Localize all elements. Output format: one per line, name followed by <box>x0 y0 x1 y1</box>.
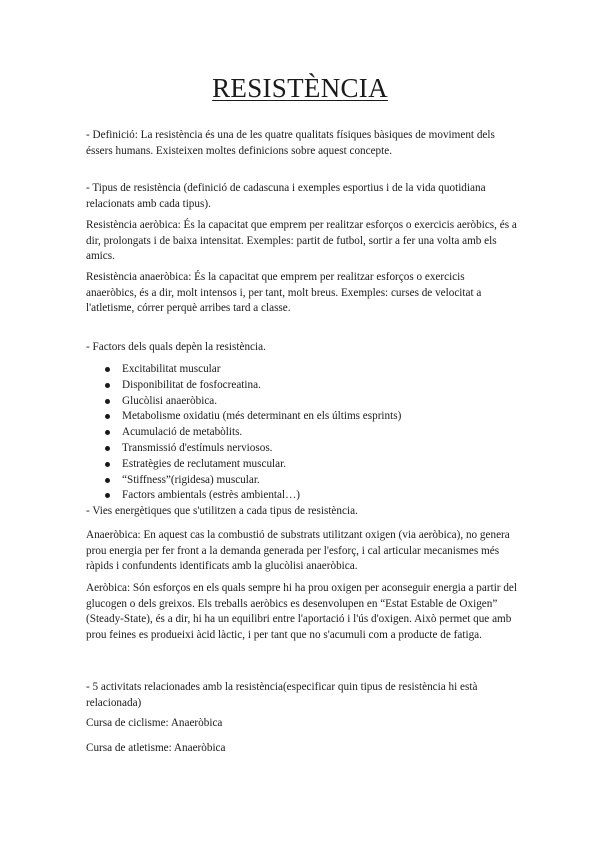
document-title: RESISTÈNCIA <box>212 73 388 103</box>
anaerobic-definition: Resistència anaeròbica: És la capacitat que emprem per realitzar esforços o exercicis anaeròbics, és a dir, molt intensos i, per tant, molt breus. Exemples: curses de velocitat a l'atletisme, córrer perquè arribes tard a classe. <box>86 271 482 314</box>
list-item: Disponibilitat de fosfocreatina. <box>86 378 518 394</box>
activity-item: Cursa de atletisme: Anaeròbica <box>86 742 226 754</box>
anaerobic-energy-paragraph: Anaeròbica: En aquest cas la combustió de substrats utilitzant oxigen (via aeròbica), no genera prou energia per fer front a la demanda generada per l'esforç, i cal articular mecanismes més ràpids i confundents identificats amb la glucòlisi anaeròbica. <box>86 529 510 572</box>
factors-list <box>86 362 518 504</box>
aerobic-energy-paragraph: Aeròbica: Són esforços en els quals sempre hi ha prou oxigen per aconseguir energia a partir del glucogen o dels greixos. Els treballs aeròbics es desenvolupen en “Estat Estable de Oxigen” (Steady-State), és a dir, hi ha un equilibri entre l'aportació i l'ús d'oxigen. Això permet que amb prou feines es produeixi àcid làctic, i per tant que no s'acumuli com a producte de fatiga. <box>86 582 517 641</box>
list-item: Factors ambientals (estrès ambiental…) <box>86 488 518 504</box>
activity-item: Cursa de ciclisme: Anaeròbica <box>86 717 223 729</box>
list-item: “Stiffness”(rigidesa) muscular. <box>86 473 518 489</box>
definition-paragraph: - Definició: La resistència és una de les quatre qualitats físiques bàsiques de moviment dels éssers humans. Existeixen moltes definicions sobre aquest concepte. <box>86 129 495 157</box>
activities-heading: - 5 activitats relacionades amb la resistència(especificar quin tipus de resistència hi està relacionada) <box>86 681 478 709</box>
types-heading: - Tipus de resistència (definició de cadascuna i exemples esportius i de la vida quotidiana relacionats amb cada tipus). <box>86 182 486 210</box>
aerobic-definition: Resistència aeròbica: És la capacitat que emprem per realitzar esforços o exercicis aeròbics, és a dir, prolongats i de baixa intensitat. Exemples: partit de futbol, sortir a fer una volta amb els amics. <box>86 219 517 262</box>
list-item: Acumulació de metabòlits. <box>86 425 518 441</box>
list-item: Glucòlisi anaeròbica. <box>86 394 518 410</box>
list-item: Metabolisme oxidatiu (més determinant en els últims esprints) <box>86 409 518 425</box>
list-item: Transmissió d'estímuls nerviosos. <box>86 441 518 457</box>
list-item: Estratègies de reclutament muscular. <box>86 457 518 473</box>
factors-heading: - Factors dels quals depèn la resistència. <box>86 341 266 353</box>
energy-heading: - Vies energètiques que s'utilitzen a cada tipus de resistència. <box>86 505 358 517</box>
list-item: Excitabilitat muscular <box>86 362 518 378</box>
